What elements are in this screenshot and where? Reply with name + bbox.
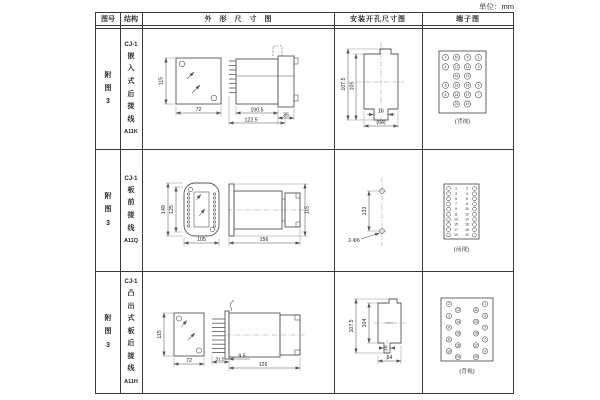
terminal-number: 10 [465,207,469,212]
terminal-number: 3 [477,64,480,69]
terminal-diagram-a11k [422,28,514,149]
terminal-number: 16 [465,222,469,227]
col-header-figure: 图号 [101,16,115,23]
glass-window [194,192,209,227]
terminal-number: 15 [474,331,478,336]
terminal-number: 13 [474,319,478,324]
dim-label: 115 [157,330,163,339]
structure-series: CJ-1 [124,175,138,182]
dim-label: 156 [259,237,269,243]
structure-series: CJ-1 [124,278,138,285]
terminal-number: 11 [465,64,470,69]
terminal-number: 12 [465,212,469,217]
terminal-number: 16 [456,331,460,336]
terminal-number: 4 [448,313,450,318]
terminal-circle [473,187,477,191]
terminal-number: 20 [456,355,460,360]
front-view [161,183,219,246]
terminal-circle [447,212,451,216]
terminal-number: 13 [454,217,458,222]
outline-drawing-a11k [142,28,334,149]
terminal-number: 8 [444,92,447,97]
terminal-diagram-a11q [422,149,514,271]
terminal-number: 3 [455,191,457,196]
side-view [227,184,311,246]
terminal-number: 11 [474,308,478,312]
glass-mark [199,209,205,216]
terminal-number: 13 [465,74,470,79]
terminal-circle [473,207,477,211]
terminal-circle [473,192,477,196]
glass-mark [187,72,194,79]
model-code: A11K [124,129,138,136]
dim-label: 104 [362,318,368,328]
terminal-number: 4 [466,191,468,196]
dim-label: 16 [378,108,384,115]
terminal-circle [447,197,451,201]
col-header-terminal: 端子图 [456,16,480,23]
model-code: A11H [124,379,138,386]
outline-drawing-a11q [142,149,334,271]
clip-mark [230,300,234,311]
front-view [159,58,222,116]
terminal-circle [473,228,477,232]
terminal-circle [473,218,477,222]
terminal-circle [447,202,451,206]
dim-label: 149 [161,205,167,214]
col-header-outline: 外形尺寸图 [204,16,280,23]
terminal-number: 18 [456,343,460,348]
glass-mark [188,333,195,340]
terminal-number: 1 [477,55,480,60]
figure-no: 附图3 [104,315,112,349]
dim-label: 72 [195,107,202,113]
dim-label: 133 [362,206,368,216]
terminal-circle [473,197,477,201]
figure-no-cell-row1 [96,28,120,149]
dim-label: 35 [283,112,289,119]
side-view [212,300,305,371]
view-label: (前视) [453,247,470,253]
terminal-number: 8 [466,202,468,207]
glass-mark [181,321,187,328]
terminal-number: 15 [454,222,458,227]
dim-label: 107.5 [341,77,347,91]
model-code: A11Q [123,238,139,245]
terminal-number: 15 [465,83,470,88]
terminal-number: 9 [455,207,457,212]
front-view [157,313,204,367]
terminal-circle [447,192,451,196]
dim-label: 16 [383,345,388,351]
structure-text: 凸出式板后接线 [127,289,135,373]
view-label: (背视) [459,369,475,375]
install-drawing-a11h [334,271,422,393]
terminal-number: 18 [465,227,469,232]
dashed-handle [273,46,282,56]
terminal-number: 14 [454,74,459,79]
terminal-number: 6 [444,83,447,88]
figure-no: 附图3 [104,71,112,106]
terminal-number: 16 [454,83,459,88]
dim-label: 107.5 [349,319,355,333]
terminal-number: 7 [477,92,480,97]
terminal-circle [447,207,451,211]
terminal-number: 5 [484,325,486,330]
structure-series: CJ-1 [124,41,138,48]
structure-cell-row2 [120,149,142,271]
terminal-circle [447,187,451,191]
dim-label: 126 [258,362,268,368]
terminal-number: 14 [465,217,469,222]
terminal-circle [473,233,477,237]
terminal-number: 7 [484,337,486,342]
figure-no: 附图3 [104,193,112,227]
terminal-number: 10 [447,349,451,354]
col-header-structure: 结构 [124,16,138,23]
terminal-number: 7 [455,202,457,207]
structure-text: 板前接线 [127,186,135,232]
terminal-number: 1 [455,186,457,191]
terminal-circle [473,223,477,227]
dim-label: 100.5 [250,107,264,114]
figure-no-cell-row3 [96,271,120,393]
view-label: (背视) [454,119,471,125]
screw-hole [179,61,185,67]
unit-label: 单位：mm [479,2,514,11]
structure-cell-row3 [120,271,142,393]
screw-hole [188,187,192,191]
structure-text: 嵌入式后接线 [127,52,135,123]
dim-label: 105 [197,237,206,243]
terminal-number: 5 [455,196,457,201]
terminal-number: 19 [474,355,478,360]
terminal-circle [447,223,451,227]
terminal-number: 14 [456,319,460,324]
terminal-number: 12 [454,64,459,69]
terminal-circle [447,218,451,222]
spec-table [95,12,514,394]
dim-label: 115 [158,76,165,86]
terminal-strips [187,193,215,227]
terminal-number: 20 [465,233,469,237]
leader-line [361,233,380,239]
side-view [229,46,298,125]
screw-hole [210,227,214,231]
terminal-number: 1 [484,302,486,307]
terminal-number: 3 [484,313,486,318]
dim-label: 31.5 [215,356,225,362]
dim-label: 9.5 [238,353,246,360]
terminal-diagram-a11h [422,271,514,393]
terminal-number: 4 [444,64,447,69]
terminal-number: 10 [454,55,459,60]
terminal-number: 17 [465,92,470,97]
install-drawing-a11k [334,28,422,149]
dim-label: 72 [186,358,192,364]
dim-label: 105 [349,81,356,91]
terminal-number: 8 [448,337,450,342]
terminal-number: 9 [466,55,469,60]
terminal-number: 19 [465,102,470,107]
dim-label: 115 [304,205,311,215]
dim-label: (64) [376,120,386,126]
outline-drawing-a11h [142,271,334,393]
terminal-number: 12 [456,308,460,312]
screw-hole [211,95,217,101]
terminal-number: 17 [474,343,478,348]
dim-label: 125 [169,205,175,214]
terminal-number: 11 [454,212,458,217]
glass-mark [196,195,201,201]
col-header-install: 安装开孔尺寸图 [350,16,406,23]
install-drawing-a11q [334,149,422,271]
hole-note: 2-Φ6 [348,238,360,244]
dim-label: 122.5 [244,117,258,124]
terminal-number: 6 [466,196,468,201]
dim-label: 64 [386,355,393,361]
terminal-number: 17 [454,227,458,232]
terminal-number: 18 [454,92,459,97]
header-rule [96,25,513,26]
screw-hole [176,316,181,321]
terminal-number: 19 [454,233,458,237]
figure-no-cell-row2 [96,149,120,271]
terminal-number: 5 [477,83,480,88]
terminal-circle [447,228,451,232]
glass-mark [192,85,200,93]
terminal-number: 2 [444,55,447,60]
terminal-number: 20 [454,102,459,107]
terminal-circle [473,202,477,206]
terminal-circle [447,233,451,237]
panel-cutout [378,299,401,353]
terminal-number: 2 [448,302,450,307]
terminal-number: 9 [484,349,486,354]
terminal-number: 2 [466,186,468,191]
screw-hole [196,348,201,353]
terminal-circle [473,212,477,216]
terminal-number: 6 [448,325,450,330]
structure-cell-row1 [120,28,142,149]
